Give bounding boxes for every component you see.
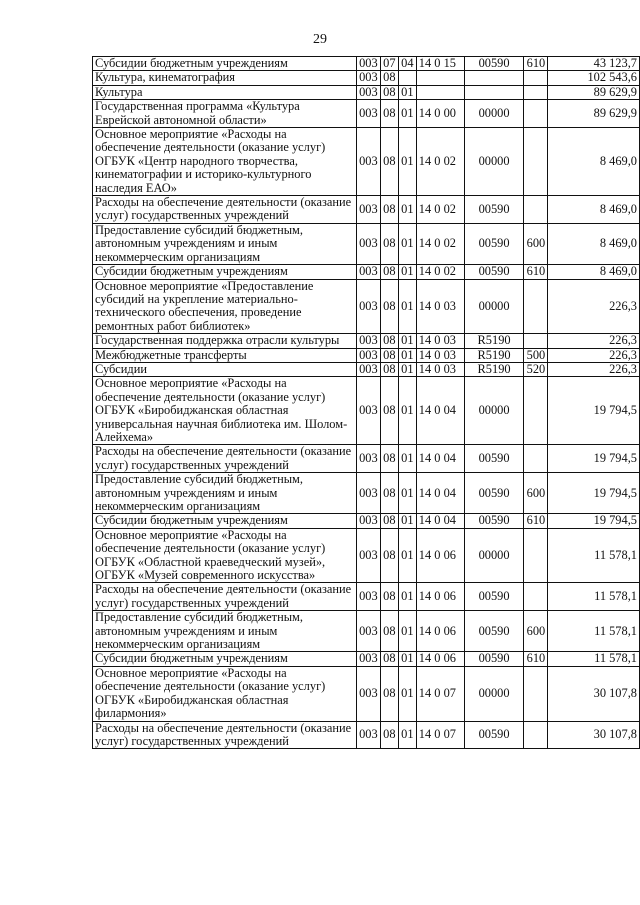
row-rz-code: 08 — [380, 652, 398, 666]
row-program-code: 14 0 00 — [416, 100, 464, 128]
row-name: Межбюджетные трансферты — [93, 348, 357, 362]
table-row — [93, 514, 640, 528]
row-direction-code: 00590 — [464, 652, 524, 666]
row-expense-type: 600 — [524, 611, 548, 652]
row-name: Субсидии бюджетным учреждениям — [93, 265, 357, 279]
row-direction-code: R5190 — [464, 362, 524, 376]
row-name: Расходы на обеспечение деятельности (оказание услуг) государственных учреждений — [93, 721, 357, 749]
row-program-code: 14 0 03 — [416, 334, 464, 348]
row-amount: 30 107,8 — [548, 666, 640, 721]
row-amount: 89 629,9 — [548, 85, 640, 99]
row-name: Государственная программа «Культура Еврейской автономной области» — [93, 100, 357, 128]
row-program-code: 14 0 06 — [416, 611, 464, 652]
row-gr-code: 003 — [356, 196, 380, 224]
row-pr-code: 01 — [398, 445, 416, 473]
row-program-code: 14 0 06 — [416, 652, 464, 666]
row-amount: 226,3 — [548, 334, 640, 348]
row-pr-code: 01 — [398, 223, 416, 264]
row-amount: 19 794,5 — [548, 473, 640, 514]
table-row — [93, 128, 640, 196]
row-amount: 8 469,0 — [548, 196, 640, 224]
row-direction-code: 00000 — [464, 377, 524, 445]
row-expense-type — [524, 721, 548, 749]
row-expense-type: 520 — [524, 362, 548, 376]
row-gr-code: 003 — [356, 100, 380, 128]
row-direction-code: 00000 — [464, 100, 524, 128]
row-expense-type: 610 — [524, 265, 548, 279]
row-expense-type: 500 — [524, 348, 548, 362]
row-amount: 19 794,5 — [548, 514, 640, 528]
row-rz-code: 08 — [380, 348, 398, 362]
row-name: Основное мероприятие «Расходы на обеспечение деятельности (оказание услуг) ОГБУК «Биробиджанская областная филармония» — [93, 666, 357, 721]
row-program-code: 14 0 03 — [416, 362, 464, 376]
row-rz-code: 08 — [380, 473, 398, 514]
row-program-code: 14 0 06 — [416, 528, 464, 583]
row-expense-type: 610 — [524, 652, 548, 666]
row-direction-code: 00590 — [464, 196, 524, 224]
row-name: Расходы на обеспечение деятельности (оказание услуг) государственных учреждений — [93, 583, 357, 611]
row-direction-code: 00590 — [464, 265, 524, 279]
row-name: Основное мероприятие «Расходы на обеспечение деятельности (оказание услуг) ОГБУК «Областной краеведческий музей», ОГБУК «Музей современного искусства» — [93, 528, 357, 583]
row-gr-code: 003 — [356, 57, 380, 71]
row-rz-code: 08 — [380, 362, 398, 376]
row-direction-code: 00590 — [464, 473, 524, 514]
table-row — [93, 223, 640, 264]
row-gr-code: 003 — [356, 334, 380, 348]
row-gr-code: 003 — [356, 279, 380, 334]
row-expense-type: 600 — [524, 473, 548, 514]
row-amount: 8 469,0 — [548, 223, 640, 264]
row-name: Основное мероприятие «Предоставление субсидий на укрепление материально-технического обеспечения, проведение ремонтных работ библиотек» — [93, 279, 357, 334]
row-program-code: 14 0 07 — [416, 666, 464, 721]
table-row — [93, 666, 640, 721]
row-expense-type — [524, 334, 548, 348]
row-expense-type — [524, 128, 548, 196]
row-rz-code: 08 — [380, 334, 398, 348]
row-gr-code: 003 — [356, 128, 380, 196]
row-expense-type — [524, 71, 548, 85]
row-amount: 226,3 — [548, 348, 640, 362]
row-rz-code: 08 — [380, 445, 398, 473]
row-pr-code: 01 — [398, 100, 416, 128]
row-program-code: 14 0 04 — [416, 445, 464, 473]
table-row — [93, 377, 640, 445]
table-row — [93, 279, 640, 334]
row-name: Предоставление субсидий бюджетным, автономным учреждениям и иным некоммерческим организациям — [93, 473, 357, 514]
row-pr-code: 01 — [398, 528, 416, 583]
table-row — [93, 265, 640, 279]
row-pr-code: 01 — [398, 196, 416, 224]
row-amount: 11 578,1 — [548, 583, 640, 611]
row-expense-type — [524, 445, 548, 473]
row-expense-type: 600 — [524, 223, 548, 264]
row-program-code — [416, 85, 464, 99]
row-gr-code: 003 — [356, 611, 380, 652]
row-direction-code: 00590 — [464, 611, 524, 652]
row-rz-code: 08 — [380, 721, 398, 749]
row-direction-code: R5190 — [464, 348, 524, 362]
row-direction-code: 00000 — [464, 666, 524, 721]
row-program-code — [416, 71, 464, 85]
row-name: Основное мероприятие «Расходы на обеспечение деятельности (оказание услуг) ОГБУК «Центр народного творчества, кинематографии и историко-культурного наследия ЕАО» — [93, 128, 357, 196]
row-direction-code: 00590 — [464, 445, 524, 473]
row-pr-code: 01 — [398, 279, 416, 334]
row-pr-code: 01 — [398, 666, 416, 721]
row-name: Субсидии бюджетным учреждениям — [93, 652, 357, 666]
row-rz-code: 08 — [380, 377, 398, 445]
row-amount: 89 629,9 — [548, 100, 640, 128]
table-row — [93, 348, 640, 362]
row-pr-code — [398, 71, 416, 85]
row-program-code: 14 0 07 — [416, 721, 464, 749]
row-expense-type: 610 — [524, 514, 548, 528]
row-program-code: 14 0 06 — [416, 583, 464, 611]
row-pr-code: 01 — [398, 377, 416, 445]
row-gr-code: 003 — [356, 265, 380, 279]
row-gr-code: 003 — [356, 721, 380, 749]
row-amount: 11 578,1 — [548, 611, 640, 652]
row-name: Расходы на обеспечение деятельности (оказание услуг) государственных учреждений — [93, 445, 357, 473]
row-pr-code: 01 — [398, 652, 416, 666]
row-rz-code: 07 — [380, 57, 398, 71]
row-pr-code: 01 — [398, 85, 416, 99]
row-rz-code: 08 — [380, 611, 398, 652]
page-number: 29 — [313, 32, 327, 47]
row-expense-type — [524, 85, 548, 99]
row-pr-code: 01 — [398, 473, 416, 514]
row-amount: 19 794,5 — [548, 445, 640, 473]
row-gr-code: 003 — [356, 377, 380, 445]
row-name: Предоставление субсидий бюджетным, автономным учреждениям и иным некоммерческим организациям — [93, 611, 357, 652]
row-pr-code: 01 — [398, 334, 416, 348]
row-rz-code: 08 — [380, 514, 398, 528]
row-gr-code: 003 — [356, 85, 380, 99]
row-pr-code: 01 — [398, 128, 416, 196]
row-pr-code: 01 — [398, 348, 416, 362]
row-program-code: 14 0 04 — [416, 473, 464, 514]
row-expense-type — [524, 666, 548, 721]
row-pr-code: 01 — [398, 583, 416, 611]
row-amount: 102 543,6 — [548, 71, 640, 85]
row-direction-code — [464, 85, 524, 99]
row-name: Культура, кинематография — [93, 71, 357, 85]
row-expense-type — [524, 196, 548, 224]
row-direction-code: 00000 — [464, 128, 524, 196]
row-rz-code: 08 — [380, 196, 398, 224]
row-direction-code: 00590 — [464, 514, 524, 528]
row-program-code: 14 0 02 — [416, 223, 464, 264]
row-program-code: 14 0 03 — [416, 279, 464, 334]
row-pr-code: 01 — [398, 362, 416, 376]
row-gr-code: 003 — [356, 528, 380, 583]
table-row — [93, 473, 640, 514]
row-name: Культура — [93, 85, 357, 99]
row-pr-code: 01 — [398, 721, 416, 749]
row-pr-code: 01 — [398, 611, 416, 652]
row-gr-code: 003 — [356, 514, 380, 528]
row-rz-code: 08 — [380, 583, 398, 611]
row-rz-code: 08 — [380, 100, 398, 128]
row-expense-type — [524, 377, 548, 445]
row-gr-code: 003 — [356, 583, 380, 611]
row-program-code: 14 0 02 — [416, 196, 464, 224]
row-program-code: 14 0 03 — [416, 348, 464, 362]
table-row — [93, 721, 640, 749]
row-gr-code: 003 — [356, 652, 380, 666]
row-direction-code: 00000 — [464, 528, 524, 583]
row-direction-code: 00590 — [464, 583, 524, 611]
table-row — [93, 57, 640, 71]
row-name: Субсидии — [93, 362, 357, 376]
table-row — [93, 85, 640, 99]
row-program-code: 14 0 04 — [416, 514, 464, 528]
row-amount: 8 469,0 — [548, 128, 640, 196]
row-amount: 11 578,1 — [548, 528, 640, 583]
row-program-code: 14 0 02 — [416, 265, 464, 279]
row-expense-type: 610 — [524, 57, 548, 71]
table-row — [93, 652, 640, 666]
row-rz-code: 08 — [380, 528, 398, 583]
row-gr-code: 003 — [356, 473, 380, 514]
row-program-code: 14 0 15 — [416, 57, 464, 71]
row-rz-code: 08 — [380, 279, 398, 334]
row-gr-code: 003 — [356, 362, 380, 376]
table-row — [93, 583, 640, 611]
row-rz-code: 08 — [380, 71, 398, 85]
row-direction-code: R5190 — [464, 334, 524, 348]
row-amount: 11 578,1 — [548, 652, 640, 666]
row-amount: 19 794,5 — [548, 377, 640, 445]
row-rz-code: 08 — [380, 666, 398, 721]
row-rz-code: 08 — [380, 265, 398, 279]
row-name: Основное мероприятие «Расходы на обеспечение деятельности (оказание услуг) ОГБУК «Биробиджанская областная универсальная научная библиотека им. Шолом-Алейхема» — [93, 377, 357, 445]
row-gr-code: 003 — [356, 445, 380, 473]
row-direction-code: 00590 — [464, 223, 524, 264]
row-expense-type — [524, 528, 548, 583]
row-amount: 43 123,7 — [548, 57, 640, 71]
row-program-code: 14 0 02 — [416, 128, 464, 196]
row-expense-type — [524, 279, 548, 334]
row-pr-code: 04 — [398, 57, 416, 71]
table-row — [93, 196, 640, 224]
row-direction-code: 00000 — [464, 279, 524, 334]
row-name: Государственная поддержка отрасли культуры — [93, 334, 357, 348]
table-row — [93, 611, 640, 652]
row-amount: 8 469,0 — [548, 265, 640, 279]
table-row — [93, 334, 640, 348]
row-program-code: 14 0 04 — [416, 377, 464, 445]
row-gr-code: 003 — [356, 666, 380, 721]
row-direction-code: 00590 — [464, 721, 524, 749]
row-gr-code: 003 — [356, 71, 380, 85]
row-direction-code: 00590 — [464, 57, 524, 71]
row-gr-code: 003 — [356, 223, 380, 264]
row-amount: 226,3 — [548, 362, 640, 376]
row-pr-code: 01 — [398, 514, 416, 528]
row-direction-code — [464, 71, 524, 85]
table-row — [93, 528, 640, 583]
row-name: Субсидии бюджетным учреждениям — [93, 57, 357, 71]
row-rz-code: 08 — [380, 85, 398, 99]
row-pr-code: 01 — [398, 265, 416, 279]
table-row — [93, 100, 640, 128]
row-gr-code: 003 — [356, 348, 380, 362]
row-name: Предоставление субсидий бюджетным, автономным учреждениям и иным некоммерческим организациям — [93, 223, 357, 264]
row-name: Расходы на обеспечение деятельности (оказание услуг) государственных учреждений — [93, 196, 357, 224]
row-amount: 30 107,8 — [548, 721, 640, 749]
row-expense-type — [524, 100, 548, 128]
budget-table — [92, 56, 640, 749]
table-row — [93, 362, 640, 376]
table-row — [93, 71, 640, 85]
row-name: Субсидии бюджетным учреждениям — [93, 514, 357, 528]
row-rz-code: 08 — [380, 223, 398, 264]
row-rz-code: 08 — [380, 128, 398, 196]
row-expense-type — [524, 583, 548, 611]
row-amount: 226,3 — [548, 279, 640, 334]
table-row — [93, 445, 640, 473]
